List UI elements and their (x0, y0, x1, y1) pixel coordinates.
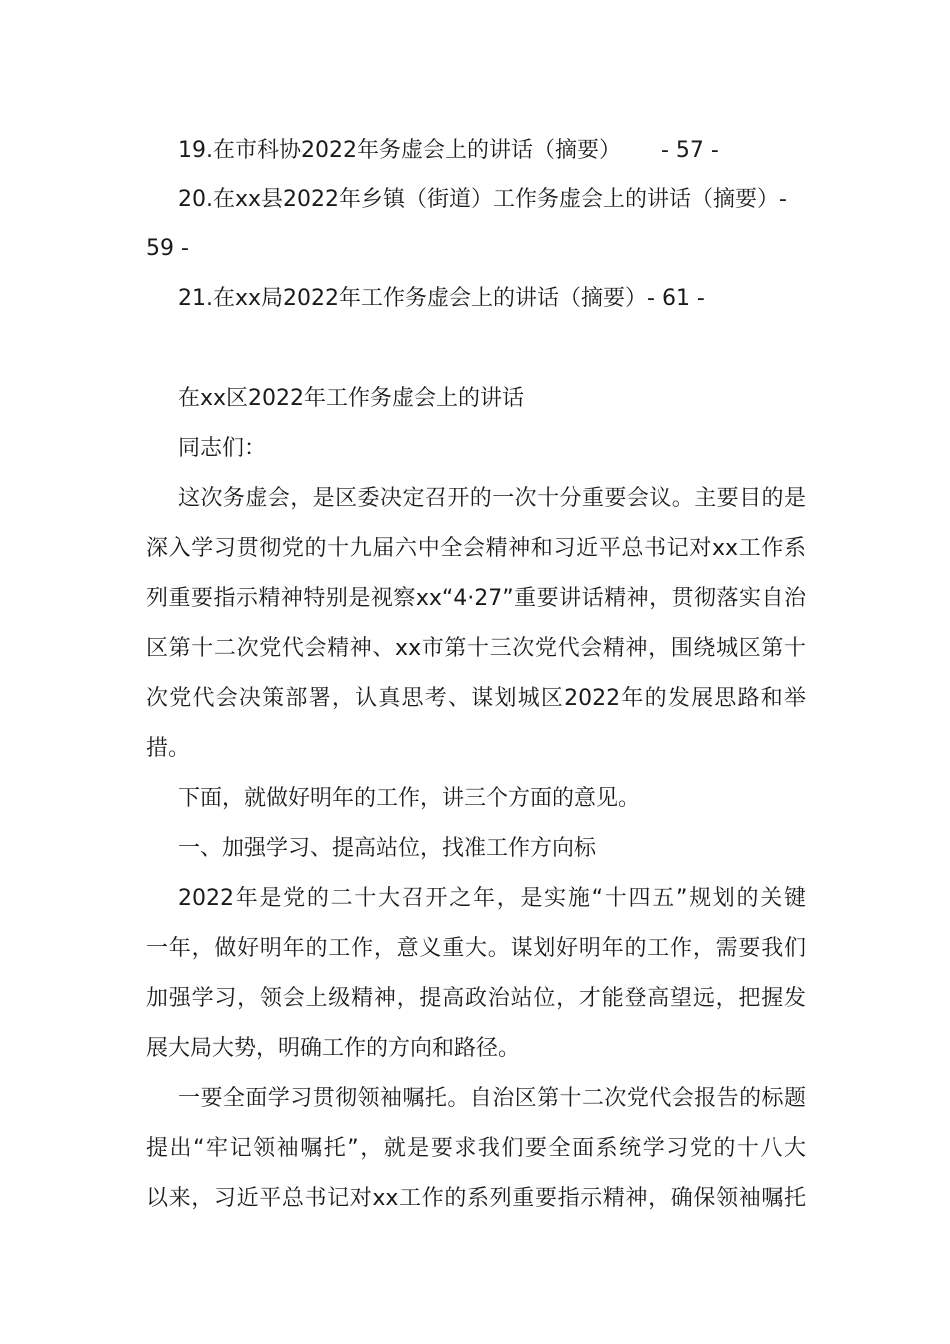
paragraph-3-line-2: 一年，做好明年的工作，意义重大。谋划好明年的工作，需要我们 (146, 936, 806, 961)
paragraph-3-line-3: 加强学习，领会上级精神，提高政治站位，才能登高望远，把握发 (146, 986, 806, 1011)
toc-item-20-continuation (146, 236, 806, 262)
toc-item-21[interactable] (178, 286, 838, 312)
paragraph-3-line-4: 展大局大势，明确工作的方向和路径。 (146, 1036, 521, 1061)
toc-item-19-page: - 57 - (660, 138, 719, 163)
paragraph-2: 下面，就做好明年的工作，讲三个方面的意见。 (178, 786, 641, 811)
salutation: 同志们： (178, 436, 267, 461)
paragraph-3-line-1: 2022年是党的二十大召开之年，是实施“十四五”规划的关键 (178, 886, 806, 911)
paragraph-1-line-6: 措。 (146, 736, 191, 761)
toc-item-20-page: 59 - (146, 236, 189, 261)
paragraph-1-line-2: 深入学习贯彻党的十九届六中全会精神和习近平总书记对xx工作系 (146, 536, 806, 561)
paragraph-4-line-1: 一要全面学习贯彻领袖嘱托。自治区第十二次党代会报告的标题 (178, 1086, 806, 1111)
paragraph-1-line-1: 这次务虚会，是区委决定召开的一次十分重要会议。主要目的是 (178, 486, 806, 511)
paragraph-1-line-4: 区第十二次党代会精神、xx市第十三次党代会精神，围绕城区第十 (146, 636, 806, 661)
paragraph-1-line-5: 次党代会决策部署，认真思考、谋划城区2022年的发展思路和举 (146, 686, 806, 711)
toc-item-20[interactable] (178, 187, 808, 213)
paragraph-4-line-2: 提出“牢记领袖嘱托”，就是要求我们要全面系统学习党的十八大 (146, 1136, 806, 1161)
toc-item-20-text: 20.在xx县2022年乡镇（街道）工作务虚会上的讲话（摘要）- (178, 187, 787, 212)
toc-item-19-text: 19.在市科协2022年务虚会上的讲话（摘要） (178, 138, 621, 163)
paragraph-1-line-3: 列重要指示精神特别是视察xx“4·27”重要讲话精神，贯彻落实自治 (146, 586, 806, 611)
paragraph-4-line-3: 以来，习近平总书记对xx工作的系列重要指示精神，确保领袖嘱托 (146, 1186, 806, 1211)
section-heading-1: 一、加强学习、提高站位，找准工作方向标 (178, 836, 597, 861)
document-title: 在xx区2022年工作务虚会上的讲话 (178, 386, 525, 411)
toc-item-21-text: 21.在xx局2022年工作务虚会上的讲话（摘要）- 61 - (178, 286, 705, 311)
toc-item-19[interactable] (178, 138, 838, 164)
